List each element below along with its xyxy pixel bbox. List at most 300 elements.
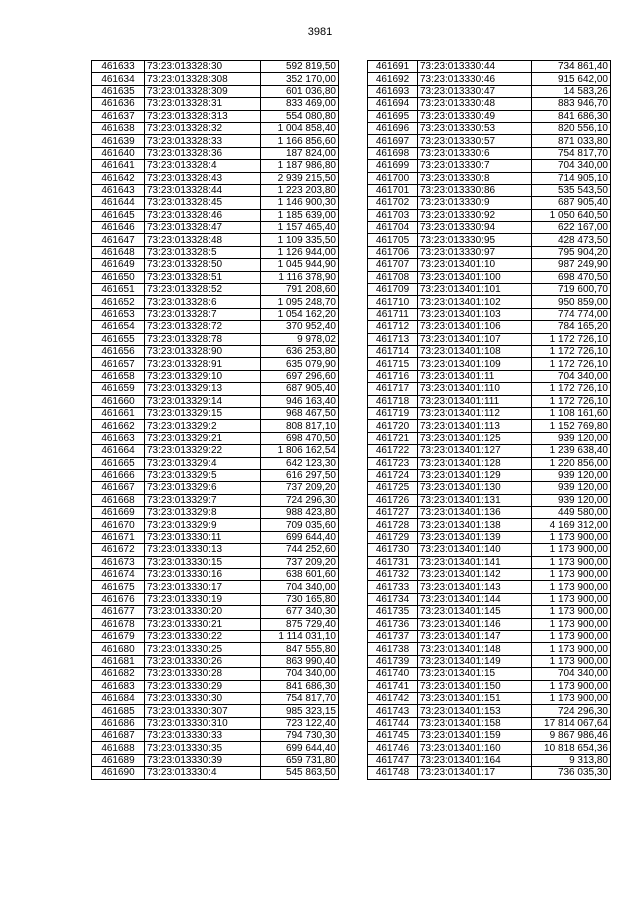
table-row — [368, 742, 611, 754]
cadastral-number: 73:23:013401:147 — [418, 630, 532, 642]
cadastral-value: 535 543,50 — [532, 184, 611, 196]
row-number: 461696 — [368, 122, 418, 134]
cadastral-value: 2 939 215,50 — [261, 172, 339, 184]
row-number: 461703 — [368, 209, 418, 221]
row-number: 461699 — [368, 160, 418, 172]
cadastral-number: 73:23:013328:52 — [145, 284, 261, 296]
table-row — [92, 98, 339, 110]
cadastral-value: 847 555,80 — [261, 643, 339, 655]
row-number: 461709 — [368, 284, 418, 296]
cadastral-number: 73:23:013401:11 — [418, 370, 532, 382]
row-number: 461636 — [92, 98, 145, 110]
cadastral-number: 73:23:013401:131 — [418, 494, 532, 506]
row-number: 461722 — [368, 445, 418, 457]
row-number: 461660 — [92, 395, 145, 407]
row-number: 461662 — [92, 420, 145, 432]
row-number: 461659 — [92, 383, 145, 395]
row-number: 461669 — [92, 507, 145, 519]
cadastral-number: 73:23:013328:72 — [145, 321, 261, 333]
cadastral-number: 73:23:013330:35 — [145, 742, 261, 754]
table-row — [92, 370, 339, 382]
cadastral-value: 754 817,70 — [261, 692, 339, 704]
table-row — [368, 122, 611, 134]
cadastral-number: 73:23:013330:6 — [418, 147, 532, 159]
cadastral-number: 73:23:013328:32 — [145, 122, 261, 134]
cadastral-number: 73:23:013328:90 — [145, 345, 261, 357]
cadastral-number: 73:23:013328:46 — [145, 209, 261, 221]
table-row — [92, 345, 339, 357]
cadastral-number: 73:23:013401:113 — [418, 420, 532, 432]
cadastral-value: 939 120,00 — [532, 494, 611, 506]
cadastral-value: 17 814 067,64 — [532, 717, 611, 729]
row-number: 461724 — [368, 469, 418, 481]
cadastral-value: 1 114 031,10 — [261, 630, 339, 642]
table-row — [92, 494, 339, 506]
cadastral-value: 1 173 900,00 — [532, 692, 611, 704]
cadastral-value: 1 050 640,50 — [532, 209, 611, 221]
table-row — [368, 445, 611, 457]
cadastral-value: 833 469,00 — [261, 98, 339, 110]
cadastral-number: 73:23:013329:22 — [145, 445, 261, 457]
cadastral-value: 841 686,30 — [261, 680, 339, 692]
cadastral-number: 73:23:013401:160 — [418, 742, 532, 754]
cadastral-value: 428 473,50 — [532, 234, 611, 246]
cadastral-number: 73:23:013330:9 — [418, 197, 532, 209]
cadastral-number: 73:23:013330:29 — [145, 680, 261, 692]
table-row — [368, 259, 611, 271]
cadastral-value: 744 252,60 — [261, 544, 339, 556]
row-number: 461664 — [92, 445, 145, 457]
cadastral-number: 73:23:013401:101 — [418, 284, 532, 296]
row-number: 461639 — [92, 135, 145, 147]
cadastral-value: 1 172 726,10 — [532, 395, 611, 407]
cadastral-value: 1 220 856,00 — [532, 457, 611, 469]
row-number: 461656 — [92, 345, 145, 357]
table-row — [92, 333, 339, 345]
table-row — [92, 469, 339, 481]
table-row — [368, 643, 611, 655]
cadastral-value: 601 036,80 — [261, 85, 339, 97]
table-row — [368, 321, 611, 333]
table-row — [92, 581, 339, 593]
cadastral-number: 73:23:013330:4 — [145, 767, 261, 779]
table-row — [92, 730, 339, 742]
row-number: 461678 — [92, 618, 145, 630]
row-number: 461661 — [92, 407, 145, 419]
row-number: 461744 — [368, 717, 418, 729]
row-number: 461704 — [368, 222, 418, 234]
row-number: 461743 — [368, 705, 418, 717]
cadastral-number: 73:23:013330:94 — [418, 222, 532, 234]
row-number: 461688 — [92, 742, 145, 754]
cadastral-number: 73:23:013328:78 — [145, 333, 261, 345]
row-number: 461710 — [368, 296, 418, 308]
table-row — [368, 482, 611, 494]
cadastral-number: 73:23:013330:13 — [145, 544, 261, 556]
cadastral-value: 883 946,70 — [532, 98, 611, 110]
cadastral-value: 1 173 900,00 — [532, 544, 611, 556]
row-number: 461675 — [92, 581, 145, 593]
row-number: 461728 — [368, 519, 418, 531]
table-row — [92, 692, 339, 704]
cadastral-number: 73:23:013329:14 — [145, 395, 261, 407]
row-number: 461716 — [368, 370, 418, 382]
table-row — [368, 668, 611, 680]
table-row — [92, 147, 339, 159]
cadastral-value: 794 730,30 — [261, 730, 339, 742]
table-row — [368, 98, 611, 110]
table-row — [92, 383, 339, 395]
row-number: 461741 — [368, 680, 418, 692]
table-row — [92, 643, 339, 655]
table-row — [92, 445, 339, 457]
cadastral-number: 73:23:013401:159 — [418, 730, 532, 742]
cadastral-number: 73:23:013328:47 — [145, 222, 261, 234]
table-row — [92, 246, 339, 258]
row-number: 461723 — [368, 457, 418, 469]
cadastral-number: 73:23:013330:49 — [418, 110, 532, 122]
cadastral-number: 73:23:013330:33 — [145, 730, 261, 742]
cadastral-value: 1 239 638,40 — [532, 445, 611, 457]
row-number: 461647 — [92, 234, 145, 246]
row-number: 461737 — [368, 630, 418, 642]
table-row — [92, 308, 339, 320]
table-row — [368, 160, 611, 172]
cadastral-number: 73:23:013328:30 — [145, 61, 261, 73]
cadastral-number: 73:23:013328:50 — [145, 259, 261, 271]
row-number: 461702 — [368, 197, 418, 209]
table-row — [92, 234, 339, 246]
row-number: 461712 — [368, 321, 418, 333]
cadastral-number: 73:23:013401:112 — [418, 407, 532, 419]
cadastral-value: 1 806 162,54 — [261, 445, 339, 457]
cadastral-number: 73:23:013330:95 — [418, 234, 532, 246]
row-number: 461684 — [92, 692, 145, 704]
cadastral-number: 73:23:013328:5 — [145, 246, 261, 258]
table-row — [92, 395, 339, 407]
cadastral-value: 677 340,30 — [261, 606, 339, 618]
cadastral-value: 187 824,00 — [261, 147, 339, 159]
cadastral-value: 1 173 900,00 — [532, 618, 611, 630]
row-number: 461748 — [368, 767, 418, 779]
cadastral-number: 73:23:013330:7 — [418, 160, 532, 172]
table-row — [368, 730, 611, 742]
row-number: 461732 — [368, 569, 418, 581]
table-row — [92, 754, 339, 766]
cadastral-number: 73:23:013330:28 — [145, 668, 261, 680]
row-number: 461738 — [368, 643, 418, 655]
table-row — [92, 160, 339, 172]
table-row — [92, 655, 339, 667]
cadastral-value: 714 905,10 — [532, 172, 611, 184]
cadastral-number: 73:23:013401:164 — [418, 754, 532, 766]
table-row — [92, 556, 339, 568]
row-number: 461685 — [92, 705, 145, 717]
row-number: 461746 — [368, 742, 418, 754]
cadastral-number: 73:23:013401:136 — [418, 507, 532, 519]
row-number: 461668 — [92, 494, 145, 506]
cadastral-number: 73:23:013401:144 — [418, 593, 532, 605]
row-number: 461644 — [92, 197, 145, 209]
row-number: 461739 — [368, 655, 418, 667]
row-number: 461725 — [368, 482, 418, 494]
table-row — [368, 544, 611, 556]
row-number: 461673 — [92, 556, 145, 568]
table-row — [368, 767, 611, 779]
cadastral-value: 808 817,10 — [261, 420, 339, 432]
row-number: 461663 — [92, 432, 145, 444]
table-row — [368, 717, 611, 729]
cadastral-value: 1 095 248,70 — [261, 296, 339, 308]
cadastral-value: 774 774,00 — [532, 308, 611, 320]
cadastral-number: 73:23:013328:6 — [145, 296, 261, 308]
row-number: 461635 — [92, 85, 145, 97]
row-number: 461677 — [92, 606, 145, 618]
cadastral-number: 73:23:013401:10 — [418, 259, 532, 271]
table-row — [368, 407, 611, 419]
row-number: 461687 — [92, 730, 145, 742]
cadastral-value: 1 116 378,90 — [261, 271, 339, 283]
table-row — [92, 184, 339, 196]
cadastral-number: 73:23:013330:310 — [145, 717, 261, 729]
table-row — [368, 333, 611, 345]
table-row — [368, 581, 611, 593]
cadastral-number: 73:23:013401:15 — [418, 668, 532, 680]
cadastral-number: 73:23:013401:150 — [418, 680, 532, 692]
cadastral-value: 687 905,40 — [261, 383, 339, 395]
row-number: 461740 — [368, 668, 418, 680]
cadastral-value: 1 054 162,20 — [261, 308, 339, 320]
cadastral-value: 730 165,80 — [261, 593, 339, 605]
cadastral-value: 698 470,50 — [532, 271, 611, 283]
cadastral-value: 1 173 900,00 — [532, 531, 611, 543]
table-row — [368, 680, 611, 692]
row-number: 461736 — [368, 618, 418, 630]
cadastral-number: 73:23:013401:102 — [418, 296, 532, 308]
cadastral-value: 699 644,40 — [261, 531, 339, 543]
cadastral-number: 73:23:013401:110 — [418, 383, 532, 395]
cadastral-value: 820 556,10 — [532, 122, 611, 134]
cadastral-value: 985 323,15 — [261, 705, 339, 717]
cadastral-value: 638 601,60 — [261, 569, 339, 581]
table-row — [368, 296, 611, 308]
cadastral-value: 1 172 726,10 — [532, 358, 611, 370]
cadastral-value: 987 249,90 — [532, 259, 611, 271]
table-row — [92, 321, 339, 333]
table-row — [92, 593, 339, 605]
row-number: 461646 — [92, 222, 145, 234]
table-row — [368, 222, 611, 234]
table-row — [368, 705, 611, 717]
table-row — [368, 630, 611, 642]
cadastral-number: 73:23:013328:91 — [145, 358, 261, 370]
cadastral-value: 9 867 986,46 — [532, 730, 611, 742]
cadastral-number: 73:23:013330:53 — [418, 122, 532, 134]
row-number: 461730 — [368, 544, 418, 556]
row-number: 461666 — [92, 469, 145, 481]
table-row — [92, 61, 339, 73]
cadastral-value: 1 173 900,00 — [532, 643, 611, 655]
cadastral-value: 1 146 900,30 — [261, 197, 339, 209]
cadastral-value: 939 120,00 — [532, 432, 611, 444]
cadastral-value: 449 580,00 — [532, 507, 611, 519]
cadastral-value: 704 340,00 — [261, 581, 339, 593]
page-number: 3981 — [307, 26, 333, 38]
table-row — [92, 606, 339, 618]
table-row — [368, 197, 611, 209]
cadastral-number: 73:23:013329:5 — [145, 469, 261, 481]
table-row — [368, 383, 611, 395]
cadastral-value: 636 253,80 — [261, 345, 339, 357]
table-row — [368, 507, 611, 519]
table-row — [92, 420, 339, 432]
cadastral-number: 73:23:013330:16 — [145, 569, 261, 581]
cadastral-number: 73:23:013330:25 — [145, 643, 261, 655]
table-row — [368, 692, 611, 704]
cadastral-value: 4 169 312,00 — [532, 519, 611, 531]
row-number: 461643 — [92, 184, 145, 196]
cadastral-value: 592 819,50 — [261, 61, 339, 73]
cadastral-number: 73:23:013330:22 — [145, 630, 261, 642]
cadastral-number: 73:23:013330:307 — [145, 705, 261, 717]
cadastral-number: 73:23:013330:8 — [418, 172, 532, 184]
cadastral-value: 950 859,00 — [532, 296, 611, 308]
table-row — [368, 73, 611, 85]
table-row — [92, 544, 339, 556]
table-row — [92, 767, 339, 779]
row-number: 461679 — [92, 630, 145, 642]
row-number: 461706 — [368, 246, 418, 258]
cadastral-number: 73:23:013401:109 — [418, 358, 532, 370]
table-row — [92, 519, 339, 531]
row-number: 461693 — [368, 85, 418, 97]
table-row — [92, 407, 339, 419]
row-number: 461718 — [368, 395, 418, 407]
table-row — [92, 618, 339, 630]
table-row — [92, 705, 339, 717]
cadastral-value: 704 340,00 — [261, 668, 339, 680]
cadastral-value: 1 173 900,00 — [532, 593, 611, 605]
cadastral-number: 73:23:013401:139 — [418, 531, 532, 543]
table-row — [92, 680, 339, 692]
table-row — [368, 754, 611, 766]
cadastral-value: 1 172 726,10 — [532, 333, 611, 345]
row-number: 461747 — [368, 754, 418, 766]
cadastral-value: 1 173 900,00 — [532, 556, 611, 568]
cadastral-value: 1 152 769,80 — [532, 420, 611, 432]
cadastral-number: 73:23:013330:97 — [418, 246, 532, 258]
cadastral-number: 73:23:013330:44 — [418, 61, 532, 73]
row-number: 461692 — [368, 73, 418, 85]
table-row — [92, 209, 339, 221]
row-number: 461714 — [368, 345, 418, 357]
cadastral-number: 73:23:013330:11 — [145, 531, 261, 543]
table-row — [368, 420, 611, 432]
table-row — [92, 73, 339, 85]
cadastral-number: 73:23:013329:6 — [145, 482, 261, 494]
table-row — [92, 717, 339, 729]
cadastral-number: 73:23:013330:17 — [145, 581, 261, 593]
cadastral-value: 370 952,40 — [261, 321, 339, 333]
row-number: 461694 — [368, 98, 418, 110]
cadastral-number: 73:23:013330:30 — [145, 692, 261, 704]
table-row — [368, 246, 611, 258]
cadastral-number: 73:23:013401:17 — [418, 767, 532, 779]
table-row — [92, 197, 339, 209]
cadastral-number: 73:23:013401:111 — [418, 395, 532, 407]
cadastral-number: 73:23:013330:46 — [418, 73, 532, 85]
cadastral-value: 784 165,20 — [532, 321, 611, 333]
cadastral-number: 73:23:013330:19 — [145, 593, 261, 605]
table-row — [92, 630, 339, 642]
cadastral-value: 1 173 900,00 — [532, 630, 611, 642]
cadastral-value: 1 045 944,90 — [261, 259, 339, 271]
table-row — [368, 606, 611, 618]
cadastral-number: 73:23:013330:20 — [145, 606, 261, 618]
row-number: 461697 — [368, 135, 418, 147]
table-row — [368, 85, 611, 97]
cadastral-value: 968 467,50 — [261, 407, 339, 419]
cadastral-number: 73:23:013330:39 — [145, 754, 261, 766]
row-number: 461638 — [92, 122, 145, 134]
cadastral-number: 73:23:013401:141 — [418, 556, 532, 568]
table-row — [368, 110, 611, 122]
cadastral-value: 754 817,70 — [532, 147, 611, 159]
table-row — [92, 135, 339, 147]
row-number: 461651 — [92, 284, 145, 296]
cadastral-number: 73:23:013401:130 — [418, 482, 532, 494]
cadastral-number: 73:23:013328:33 — [145, 135, 261, 147]
row-number: 461691 — [368, 61, 418, 73]
cadastral-value: 795 904,20 — [532, 246, 611, 258]
cadastral-number: 73:23:013329:2 — [145, 420, 261, 432]
cadastral-value: 1 109 335,50 — [261, 234, 339, 246]
cadastral-value: 1 185 639,00 — [261, 209, 339, 221]
cadastral-value: 10 818 654,36 — [532, 742, 611, 754]
cadastral-number: 73:23:013330:26 — [145, 655, 261, 667]
cadastral-number: 73:23:013329:15 — [145, 407, 261, 419]
row-number: 461701 — [368, 184, 418, 196]
row-number: 461695 — [368, 110, 418, 122]
cadastral-number: 73:23:013401:108 — [418, 345, 532, 357]
cadastral-number: 73:23:013329:13 — [145, 383, 261, 395]
row-number: 461745 — [368, 730, 418, 742]
row-number: 461667 — [92, 482, 145, 494]
row-number: 461734 — [368, 593, 418, 605]
cadastral-number: 73:23:013328:31 — [145, 98, 261, 110]
cadastral-value: 554 080,80 — [261, 110, 339, 122]
cadastral-number: 73:23:013401:107 — [418, 333, 532, 345]
cadastral-value: 1 172 726,10 — [532, 345, 611, 357]
cadastral-number: 73:23:013401:129 — [418, 469, 532, 481]
row-number: 461637 — [92, 110, 145, 122]
cadastral-number: 73:23:013401:125 — [418, 432, 532, 444]
cadastral-number: 73:23:013328:43 — [145, 172, 261, 184]
cadastral-value: 1 108 161,60 — [532, 407, 611, 419]
table-row — [368, 271, 611, 283]
cadastral-value: 1 166 856,60 — [261, 135, 339, 147]
table-row — [368, 135, 611, 147]
table-row — [368, 184, 611, 196]
table-row — [368, 308, 611, 320]
table-row — [368, 284, 611, 296]
table-row — [92, 85, 339, 97]
row-number: 461700 — [368, 172, 418, 184]
cadastral-value: 1 173 900,00 — [532, 680, 611, 692]
row-number: 461641 — [92, 160, 145, 172]
cadastral-number: 73:23:013328:36 — [145, 147, 261, 159]
cadastral-value: 988 423,80 — [261, 507, 339, 519]
